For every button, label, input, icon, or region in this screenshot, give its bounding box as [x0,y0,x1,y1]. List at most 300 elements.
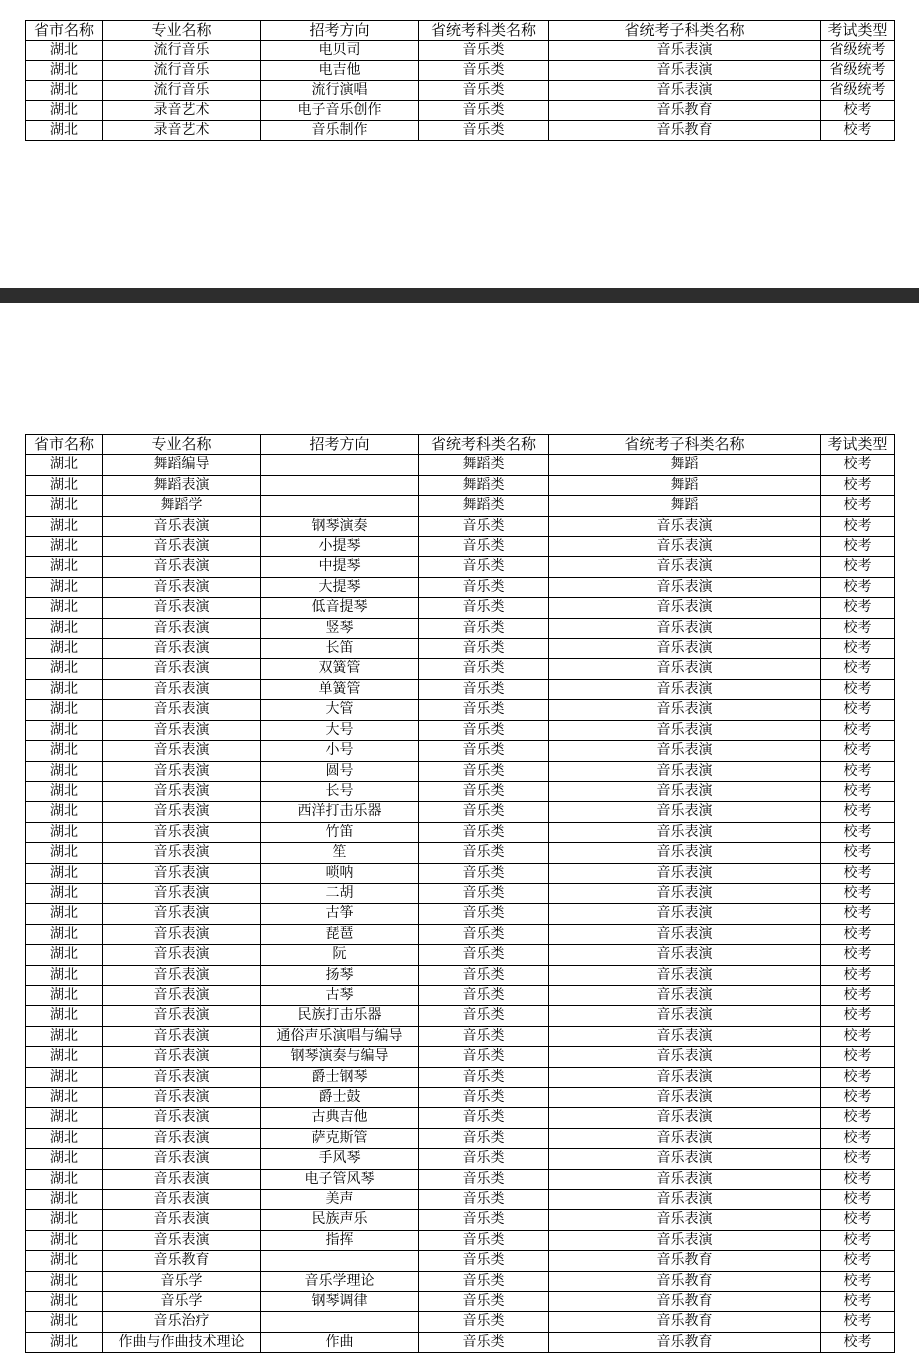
cell-exam-category: 音乐类 [419,863,549,883]
cell-direction: 笙 [261,843,419,863]
cell-direction: 长笛 [261,639,419,659]
cell-province: 湖北 [26,1230,103,1250]
cell-exam-type: 校考 [821,1230,895,1250]
cell-exam-type: 校考 [821,496,895,516]
table-row [26,843,895,863]
cell-exam-subcategory: 音乐表演 [549,1026,821,1046]
cell-province: 湖北 [26,475,103,495]
table-header-row [26,435,895,455]
cell-major: 音乐表演 [103,577,261,597]
cell-major: 音乐表演 [103,985,261,1005]
cell-exam-category: 音乐类 [419,121,549,141]
table-row [26,121,895,141]
cell-exam-category: 音乐类 [419,537,549,557]
cell-direction: 美声 [261,1190,419,1210]
cell-province: 湖北 [26,985,103,1005]
table-row [26,618,895,638]
cell-exam-category: 音乐类 [419,904,549,924]
cell-exam-type: 校考 [821,537,895,557]
cell-province: 湖北 [26,1292,103,1312]
cell-province: 湖北 [26,965,103,985]
cell-exam-category: 音乐类 [419,598,549,618]
cell-exam-category: 音乐类 [419,843,549,863]
cell-exam-subcategory: 音乐表演 [549,720,821,740]
cell-exam-category: 音乐类 [419,945,549,965]
cell-exam-type: 校考 [821,475,895,495]
cell-exam-subcategory: 音乐表演 [549,1067,821,1087]
cell-direction: 古典吉他 [261,1108,419,1128]
cell-exam-type: 校考 [821,945,895,965]
cell-exam-type: 校考 [821,924,895,944]
cell-exam-type: 省级统考 [821,61,895,81]
cell-exam-category: 音乐类 [419,761,549,781]
cell-province: 湖北 [26,822,103,842]
cell-exam-type: 校考 [821,1047,895,1067]
cell-province: 湖北 [26,537,103,557]
cell-exam-type: 校考 [821,598,895,618]
cell-direction: 长号 [261,781,419,801]
cell-direction: 电子音乐创作 [261,101,419,121]
cell-exam-type: 校考 [821,1067,895,1087]
header-major: 专业名称 [103,21,261,41]
cell-exam-subcategory: 音乐表演 [549,883,821,903]
cell-major: 音乐表演 [103,863,261,883]
cell-province: 湖北 [26,101,103,121]
table-row [26,81,895,101]
cell-direction: 西洋打击乐器 [261,802,419,822]
cell-exam-category: 音乐类 [419,1128,549,1148]
cell-exam-subcategory: 音乐教育 [549,101,821,121]
cell-direction: 古琴 [261,985,419,1005]
cell-exam-category: 音乐类 [419,700,549,720]
cell-exam-subcategory: 音乐表演 [549,1047,821,1067]
cell-exam-subcategory: 音乐表演 [549,659,821,679]
cell-exam-subcategory: 音乐教育 [549,1312,821,1332]
cell-exam-type: 校考 [821,1128,895,1148]
cell-province: 湖北 [26,1088,103,1108]
cell-exam-subcategory: 舞蹈 [549,475,821,495]
cell-exam-type: 校考 [821,1271,895,1291]
cell-province: 湖北 [26,720,103,740]
cell-exam-category: 音乐类 [419,41,549,61]
cell-exam-type: 校考 [821,1006,895,1026]
cell-direction: 琵琶 [261,924,419,944]
cell-exam-type: 校考 [821,577,895,597]
cell-exam-subcategory: 舞蹈 [549,496,821,516]
cell-exam-category: 音乐类 [419,822,549,842]
cell-exam-category: 音乐类 [419,81,549,101]
cell-major: 音乐表演 [103,904,261,924]
table-row [26,965,895,985]
cell-exam-type: 校考 [821,863,895,883]
cell-major: 作曲与作曲技术理论 [103,1332,261,1352]
table-row [26,1230,895,1250]
cell-direction: 竹笛 [261,822,419,842]
cell-exam-category: 音乐类 [419,1108,549,1128]
cell-major: 舞蹈编导 [103,455,261,475]
cell-exam-category: 音乐类 [419,639,549,659]
cell-direction: 民族打击乐器 [261,1006,419,1026]
cell-major: 音乐表演 [103,761,261,781]
cell-exam-category: 音乐类 [419,61,549,81]
cell-exam-type: 校考 [821,1108,895,1128]
cell-exam-subcategory: 舞蹈 [549,455,821,475]
cell-exam-subcategory: 音乐表演 [549,1006,821,1026]
cell-exam-category: 音乐类 [419,659,549,679]
cell-exam-category: 音乐类 [419,1067,549,1087]
cell-exam-type: 校考 [821,781,895,801]
cell-major: 音乐表演 [103,1190,261,1210]
cell-exam-category: 音乐类 [419,1149,549,1169]
table-row [26,1312,895,1332]
table-row [26,557,895,577]
cell-province: 湖北 [26,1312,103,1332]
cell-direction: 音乐制作 [261,121,419,141]
cell-exam-type: 校考 [821,618,895,638]
cell-major: 音乐表演 [103,1067,261,1087]
cell-exam-category: 音乐类 [419,618,549,638]
cell-major: 音乐表演 [103,1210,261,1230]
cell-exam-subcategory: 音乐教育 [549,1271,821,1291]
cell-province: 湖北 [26,761,103,781]
cell-province: 湖北 [26,883,103,903]
table-row [26,883,895,903]
cell-exam-subcategory: 音乐表演 [549,618,821,638]
cell-direction: 爵士鼓 [261,1088,419,1108]
cell-province: 湖北 [26,1332,103,1352]
table-row [26,802,895,822]
cell-direction: 阮 [261,945,419,965]
header-exam-subcategory: 省统考子科类名称 [549,435,821,455]
cell-exam-category: 音乐类 [419,1190,549,1210]
table-row [26,761,895,781]
cell-major: 音乐表演 [103,741,261,761]
cell-major: 舞蹈表演 [103,475,261,495]
cell-province: 湖北 [26,496,103,516]
cell-exam-subcategory: 音乐表演 [549,1149,821,1169]
cell-direction: 小号 [261,741,419,761]
cell-direction: 竖琴 [261,618,419,638]
cell-province: 湖北 [26,924,103,944]
cell-direction: 扬琴 [261,965,419,985]
header-province: 省市名称 [26,435,103,455]
cell-exam-subcategory: 音乐表演 [549,81,821,101]
cell-direction: 指挥 [261,1230,419,1250]
cell-major: 流行音乐 [103,81,261,101]
cell-province: 湖北 [26,516,103,536]
table-row [26,41,895,61]
cell-exam-category: 音乐类 [419,883,549,903]
cell-major: 音乐学 [103,1292,261,1312]
cell-exam-subcategory: 音乐教育 [549,1251,821,1271]
cell-exam-subcategory: 音乐表演 [549,1190,821,1210]
cell-major: 音乐表演 [103,802,261,822]
cell-major: 音乐表演 [103,843,261,863]
cell-exam-type: 校考 [821,965,895,985]
cell-direction: 电吉他 [261,61,419,81]
table-row [26,781,895,801]
cell-exam-category: 音乐类 [419,1047,549,1067]
cell-exam-type: 校考 [821,904,895,924]
cell-major: 音乐表演 [103,1006,261,1026]
cell-major: 音乐表演 [103,781,261,801]
cell-province: 湖北 [26,1271,103,1291]
cell-exam-subcategory: 音乐表演 [549,598,821,618]
cell-exam-type: 校考 [821,679,895,699]
table-row [26,822,895,842]
cell-province: 湖北 [26,455,103,475]
cell-exam-category: 音乐类 [419,557,549,577]
cell-exam-type: 校考 [821,1026,895,1046]
cell-exam-subcategory: 音乐表演 [549,577,821,597]
header-exam-category: 省统考科类名称 [419,435,549,455]
cell-major: 音乐表演 [103,1128,261,1148]
cell-exam-subcategory: 音乐表演 [549,863,821,883]
table-row [26,1047,895,1067]
cell-direction: 大号 [261,720,419,740]
cell-direction: 中提琴 [261,557,419,577]
header-exam-category: 省统考科类名称 [419,21,549,41]
table-row [26,1190,895,1210]
cell-major: 录音艺术 [103,121,261,141]
cell-province: 湖北 [26,700,103,720]
table-row [26,1251,895,1271]
cell-exam-subcategory: 音乐表演 [549,985,821,1005]
cell-exam-subcategory: 音乐表演 [549,639,821,659]
table-row [26,1149,895,1169]
header-direction: 招考方向 [261,21,419,41]
cell-direction: 单簧管 [261,679,419,699]
table-row [26,1006,895,1026]
cell-exam-subcategory: 音乐表演 [549,781,821,801]
cell-exam-type: 省级统考 [821,81,895,101]
cell-direction [261,496,419,516]
cell-exam-type: 校考 [821,985,895,1005]
cell-major: 音乐表演 [103,659,261,679]
cell-exam-type: 校考 [821,101,895,121]
cell-exam-category: 音乐类 [419,985,549,1005]
header-exam-type: 考试类型 [821,21,895,41]
cell-province: 湖北 [26,598,103,618]
cell-province: 湖北 [26,904,103,924]
cell-exam-type: 校考 [821,516,895,536]
cell-major: 音乐表演 [103,883,261,903]
header-exam-subcategory: 省统考子科类名称 [549,21,821,41]
cell-direction: 钢琴演奏与编导 [261,1047,419,1067]
table-row [26,1026,895,1046]
cell-exam-category: 音乐类 [419,924,549,944]
cell-major: 音乐表演 [103,720,261,740]
cell-province: 湖北 [26,843,103,863]
table-row [26,101,895,121]
header-direction: 招考方向 [261,435,419,455]
cell-exam-type: 校考 [821,741,895,761]
cell-exam-category: 音乐类 [419,1332,549,1352]
cell-direction: 钢琴调律 [261,1292,419,1312]
cell-major: 音乐治疗 [103,1312,261,1332]
cell-exam-type: 校考 [821,1190,895,1210]
cell-direction: 钢琴演奏 [261,516,419,536]
cell-exam-type: 校考 [821,822,895,842]
cell-exam-type: 校考 [821,700,895,720]
cell-direction: 作曲 [261,1332,419,1352]
cell-exam-type: 校考 [821,659,895,679]
table-row [26,1210,895,1230]
cell-province: 湖北 [26,618,103,638]
cell-exam-subcategory: 音乐表演 [549,761,821,781]
table-row [26,455,895,475]
table-row [26,577,895,597]
cell-exam-subcategory: 音乐表演 [549,1230,821,1250]
cell-major: 音乐表演 [103,945,261,965]
cell-exam-subcategory: 音乐教育 [549,1332,821,1352]
cell-direction: 通俗声乐演唱与编导 [261,1026,419,1046]
cell-exam-subcategory: 音乐表演 [549,965,821,985]
table-row [26,679,895,699]
cell-major: 音乐表演 [103,965,261,985]
cell-province: 湖北 [26,863,103,883]
cell-exam-subcategory: 音乐表演 [549,1210,821,1230]
table-row [26,700,895,720]
cell-province: 湖北 [26,1169,103,1189]
cell-exam-subcategory: 音乐表演 [549,843,821,863]
cell-province: 湖北 [26,679,103,699]
cell-province: 湖北 [26,945,103,965]
page-divider [0,288,919,303]
cell-province: 湖北 [26,1026,103,1046]
cell-exam-category: 音乐类 [419,781,549,801]
cell-exam-subcategory: 音乐教育 [549,1292,821,1312]
table-row [26,1067,895,1087]
cell-direction [261,475,419,495]
cell-major: 音乐表演 [103,1230,261,1250]
cell-exam-subcategory: 音乐表演 [549,904,821,924]
cell-major: 音乐表演 [103,537,261,557]
cell-exam-type: 校考 [821,1251,895,1271]
cell-direction: 大提琴 [261,577,419,597]
cell-exam-subcategory: 音乐表演 [549,945,821,965]
cell-province: 湖北 [26,1006,103,1026]
table-row [26,61,895,81]
table-row [26,516,895,536]
cell-major: 音乐表演 [103,679,261,699]
cell-exam-type: 校考 [821,843,895,863]
cell-exam-subcategory: 音乐表演 [549,1128,821,1148]
cell-province: 湖北 [26,639,103,659]
table-row [26,1108,895,1128]
cell-major: 音乐表演 [103,516,261,536]
table-row [26,1292,895,1312]
table-row [26,1128,895,1148]
cell-major: 音乐表演 [103,700,261,720]
cell-exam-category: 舞蹈类 [419,475,549,495]
cell-province: 湖北 [26,802,103,822]
cell-exam-subcategory: 音乐教育 [549,121,821,141]
cell-major: 音乐表演 [103,618,261,638]
table-row [26,720,895,740]
cell-exam-type: 校考 [821,1292,895,1312]
cell-direction [261,1251,419,1271]
cell-direction: 音乐学理论 [261,1271,419,1291]
cell-direction: 流行演唱 [261,81,419,101]
table-row [26,985,895,1005]
cell-province: 湖北 [26,1251,103,1271]
cell-exam-type: 校考 [821,557,895,577]
cell-province: 湖北 [26,577,103,597]
cell-exam-type: 校考 [821,802,895,822]
cell-province: 湖北 [26,121,103,141]
cell-exam-subcategory: 音乐表演 [549,537,821,557]
cell-exam-subcategory: 音乐表演 [549,822,821,842]
cell-major: 音乐表演 [103,822,261,842]
table-row [26,537,895,557]
cell-exam-category: 音乐类 [419,101,549,121]
table-row [26,475,895,495]
cell-major: 录音艺术 [103,101,261,121]
cell-province: 湖北 [26,659,103,679]
cell-exam-subcategory: 音乐表演 [549,557,821,577]
cell-exam-type: 校考 [821,1210,895,1230]
cell-direction: 大管 [261,700,419,720]
cell-major: 音乐表演 [103,1108,261,1128]
cell-direction: 小提琴 [261,537,419,557]
cell-province: 湖北 [26,781,103,801]
cell-exam-type: 校考 [821,639,895,659]
cell-exam-category: 音乐类 [419,1169,549,1189]
cell-major: 流行音乐 [103,61,261,81]
cell-exam-category: 音乐类 [419,741,549,761]
cell-province: 湖北 [26,41,103,61]
cell-major: 音乐表演 [103,557,261,577]
cell-major: 音乐表演 [103,1169,261,1189]
cell-direction: 萨克斯管 [261,1128,419,1148]
cell-province: 湖北 [26,1108,103,1128]
cell-exam-type: 校考 [821,1332,895,1352]
cell-exam-category: 音乐类 [419,516,549,536]
cell-exam-type: 校考 [821,1149,895,1169]
cell-province: 湖北 [26,1190,103,1210]
table-row [26,659,895,679]
cell-exam-category: 音乐类 [419,577,549,597]
cell-exam-category: 音乐类 [419,679,549,699]
cell-exam-category: 音乐类 [419,1312,549,1332]
cell-province: 湖北 [26,557,103,577]
cell-major: 音乐教育 [103,1251,261,1271]
cell-exam-type: 校考 [821,720,895,740]
cell-exam-type: 校考 [821,455,895,475]
table-row [26,1169,895,1189]
cell-exam-subcategory: 音乐表演 [549,1108,821,1128]
table-row [26,741,895,761]
cell-exam-category: 舞蹈类 [419,455,549,475]
cell-direction: 低音提琴 [261,598,419,618]
cell-exam-type: 校考 [821,1312,895,1332]
cell-exam-subcategory: 音乐表演 [549,700,821,720]
cell-direction: 电贝司 [261,41,419,61]
cell-exam-category: 音乐类 [419,720,549,740]
cell-direction: 二胡 [261,883,419,903]
cell-exam-category: 音乐类 [419,1088,549,1108]
table-row [26,639,895,659]
header-major: 专业名称 [103,435,261,455]
cell-province: 湖北 [26,1149,103,1169]
cell-exam-category: 音乐类 [419,1292,549,1312]
cell-direction [261,455,419,475]
cell-major: 音乐学 [103,1271,261,1291]
cell-direction: 民族声乐 [261,1210,419,1230]
cell-province: 湖北 [26,81,103,101]
cell-province: 湖北 [26,1047,103,1067]
